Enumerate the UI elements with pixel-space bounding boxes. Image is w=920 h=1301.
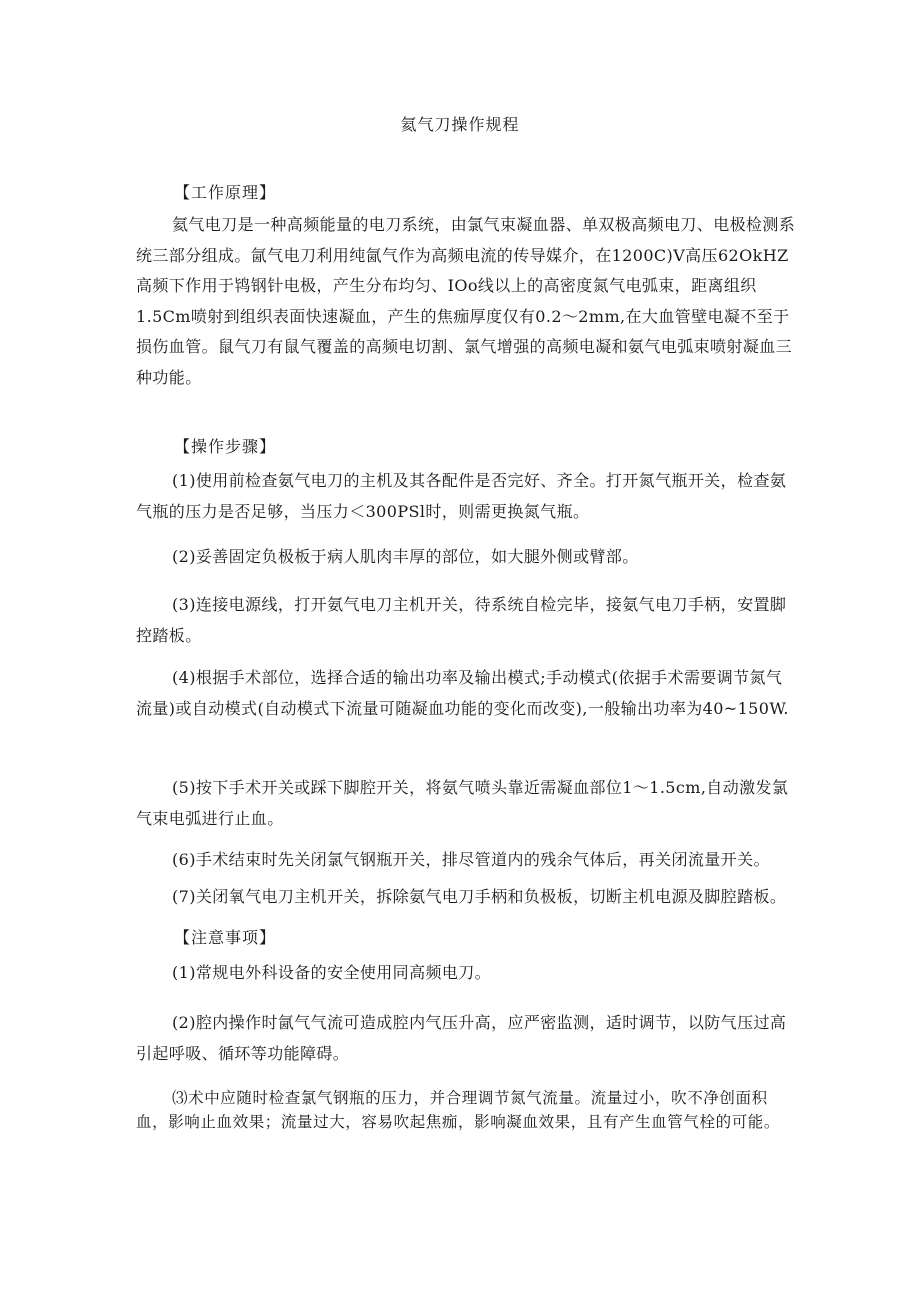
paragraph-step-1: (1)使用前检查氨气电刀的主机及其各配件是否完好、齐全。打开氮气瓶开关，检查氨气瓶的压力是否足够，当压力＜300PSl时，则需更换氮气瓶。 <box>136 471 787 521</box>
paragraph-step-2: (2)妥善固定负极板于病人肌肉丰厚的部位，如大腿外侧或臂部。 <box>172 547 639 566</box>
page-title: 氦气刀操作规程 <box>400 115 520 134</box>
paragraph-principle: 氦气电刀是一种高频能量的电刀系统，由氯气束凝血器、单双极高频电刀、电极检测系统三部分组成。氤气电刀利用纯氤气作为高频电流的传导媒介，在1200C)V高压62OkHZ高频下作用于鸨钢针电极，产生分布均匀、IOo线以上的高密度氮气电弧束，距离组织1.5Cm喷射到组织表面快速凝血，产生的焦痂厚度仅有0.2～2mm,在大血管壁电凝不至于损伤血管。鼠气刀有鼠气覆盖的高频电切割、氯气增强的高频电凝和氨气电弧束喷射凝血三种功能。 <box>136 215 796 387</box>
paragraph-note-1: (1)常规电外科设备的安全使用同高频电刀。 <box>172 963 492 982</box>
section-heading-principle: 【工作原理】 <box>174 183 277 202</box>
section-heading-notes: 【注意事项】 <box>174 928 277 947</box>
paragraph-step-3: (3)连接电源线，打开氨气电刀主机开关，待系统自检完毕，接氨气电刀手柄，安置脚控踏板。 <box>136 595 787 645</box>
paragraph-step-7: (7)关闭氧气电刀主机开关，拆除氨气电刀手柄和负极板，切断主机电源及脚腔踏板。 <box>172 887 787 906</box>
paragraph-step-6: (6)手术结束时先关闭氯气钢瓶开关，排尽管道内的残余气体后，再关闭流量开关。 <box>172 850 770 869</box>
section-heading-steps: 【操作步骤】 <box>174 437 277 456</box>
paragraph-note-2: (2)腔内操作时氤气气流可造成腔内气压升高，应严密监测，适时调节，以防气压过高引起呼吸、循环等功能障碍。 <box>136 1013 787 1063</box>
paragraph-step-5: (5)按下手术开关或踩下脚腔开关，将氨气喷头靠近需凝血部位1～1.5cm,自动激发氯气束电弧进行止血。 <box>136 778 789 828</box>
paragraph-note-3: ⑶术中应随时检查氯气钢瓶的压力，并合理调节氮气流量。流量过小，吹不净创面积血，影响止血效果；流量过大，容易吹起焦痂，影响凝血效果，且有产生血管气栓的可能。 <box>136 1089 781 1131</box>
paragraph-step-4: (4)根据手术部位，选择合适的输出功率及输出模式;手动模式(依据手术需要调节氮气流量)或自动模式(自动模式下流量可随凝血功能的变化而改变),一般输出功率为40~150W. <box>136 668 789 718</box>
